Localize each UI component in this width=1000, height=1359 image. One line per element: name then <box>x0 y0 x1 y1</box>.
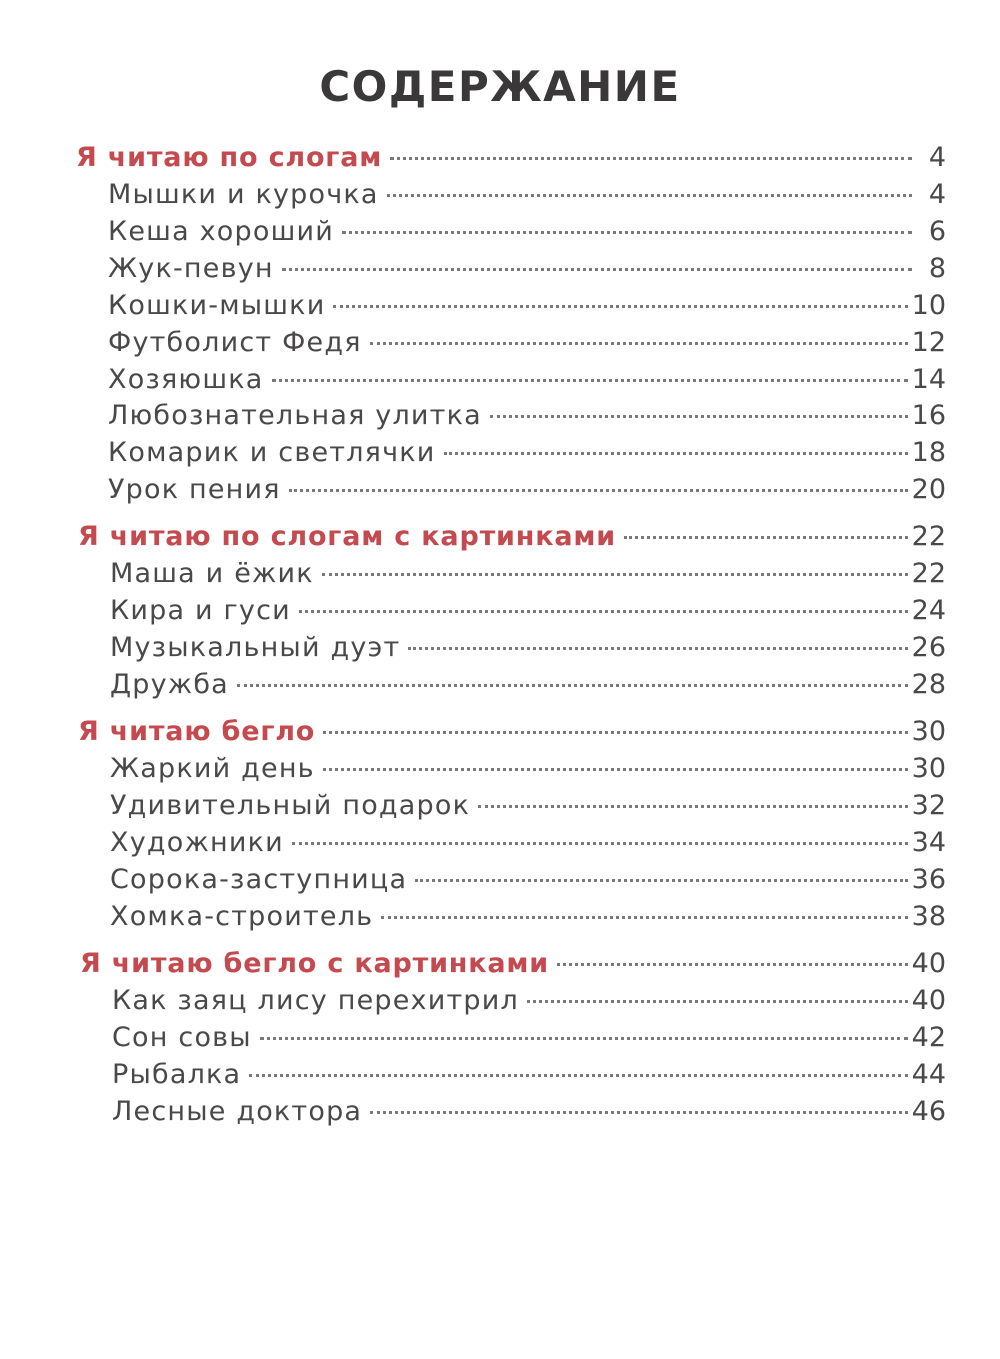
toc-entry[interactable] <box>110 901 946 937</box>
page-number: 20 <box>911 474 946 506</box>
page-number: 22 <box>911 521 946 552</box>
toc-entry[interactable] <box>110 558 946 594</box>
page-number: 18 <box>911 437 946 469</box>
entry-title: Жук-певун <box>108 252 274 284</box>
dot-leader <box>390 157 912 160</box>
dot-leader <box>478 805 908 808</box>
entry-title: Кира и гуси <box>110 594 291 626</box>
page-number: 30 <box>911 753 946 784</box>
dot-leader <box>415 879 907 882</box>
dot-leader <box>272 379 908 382</box>
page-number: 6 <box>928 215 946 247</box>
dot-leader <box>557 963 908 966</box>
dot-leader <box>322 573 908 576</box>
toc-entry[interactable] <box>110 753 946 789</box>
section-title: Я читаю по слогам с картинками <box>78 521 616 552</box>
dot-leader <box>249 1074 907 1077</box>
toc-entry[interactable] <box>112 1022 946 1058</box>
page-number: 8 <box>928 252 946 284</box>
entry-title: Урок пения <box>108 474 281 506</box>
page-number: 38 <box>911 900 946 932</box>
toc-entry[interactable] <box>110 669 946 705</box>
entry-title: Любознательная улитка <box>108 400 482 432</box>
dot-leader <box>323 768 908 771</box>
dot-leader <box>527 1000 908 1003</box>
toc-entry[interactable] <box>108 327 946 363</box>
entry-title: Лесные доктора <box>112 1095 363 1127</box>
page-number: 10 <box>911 289 946 321</box>
toc-entry[interactable] <box>108 437 946 473</box>
page-number: 26 <box>911 631 946 663</box>
page-number: 32 <box>911 789 946 821</box>
toc-entry[interactable] <box>112 985 946 1021</box>
dot-leader <box>292 842 908 845</box>
page-number: 16 <box>911 400 946 432</box>
page-number: 24 <box>911 594 946 626</box>
toc-entry[interactable] <box>108 253 946 289</box>
section-title: Я читаю бегло с картинками <box>80 948 549 979</box>
toc-entry[interactable] <box>108 364 946 400</box>
dot-leader <box>333 305 907 308</box>
toc-entry[interactable] <box>108 400 946 436</box>
toc-entry[interactable] <box>110 632 946 668</box>
entry-title: Маша и ёжик <box>110 558 314 589</box>
entry-title: Жаркий день <box>110 753 315 784</box>
entry-title: Кеша хороший <box>108 215 334 247</box>
page-number: 4 <box>928 179 946 210</box>
page-number: 12 <box>911 326 946 358</box>
page-number: 40 <box>911 985 946 1016</box>
section-title: Я читаю по слогам <box>76 142 383 173</box>
toc-section-heading[interactable] <box>78 521 946 557</box>
section-title: Я читаю бегло <box>78 716 316 747</box>
toc-entry[interactable] <box>110 864 946 900</box>
entry-title: Мышки и курочка <box>108 179 379 210</box>
dot-leader <box>323 731 907 734</box>
entry-title: Художники <box>110 826 284 858</box>
dot-leader <box>342 231 912 234</box>
toc-entry[interactable] <box>108 179 946 215</box>
toc-entry[interactable] <box>108 290 946 326</box>
dot-leader <box>299 610 908 613</box>
entry-title: Сорока-заступница <box>110 863 408 895</box>
toc-entry[interactable] <box>110 595 946 631</box>
toc-entry[interactable] <box>108 216 946 252</box>
dot-leader <box>444 452 908 455</box>
dot-leader <box>624 536 908 539</box>
entry-title: Удивительный подарок <box>110 789 471 821</box>
dot-leader <box>260 1037 908 1040</box>
toc-section-heading[interactable] <box>76 142 946 178</box>
toc-entry[interactable] <box>108 474 946 510</box>
entry-title: Дружба <box>110 668 229 700</box>
page-number: 28 <box>911 668 946 700</box>
entry-title: Как заяц лису перехитрил <box>112 985 519 1016</box>
toc-section-heading[interactable] <box>80 948 946 984</box>
entry-title: Футболист Федя <box>108 326 362 358</box>
page-number: 36 <box>911 863 946 895</box>
entry-title: Кошки-мышки <box>108 289 326 321</box>
entry-title: Рыбалка <box>112 1058 242 1090</box>
page-number: 46 <box>911 1095 946 1127</box>
dot-leader <box>387 194 912 197</box>
dot-leader <box>408 647 907 650</box>
dot-leader <box>237 684 908 687</box>
toc-entry[interactable] <box>110 790 946 826</box>
entry-title: Музыкальный дуэт <box>110 631 401 663</box>
dot-leader <box>289 489 908 492</box>
dot-leader <box>370 1111 907 1114</box>
page-number: 14 <box>911 363 946 395</box>
entry-title: Хозяюшка <box>108 363 264 395</box>
page-number: 44 <box>911 1058 946 1090</box>
page-number: 4 <box>928 142 946 173</box>
toc-entry[interactable] <box>110 827 946 863</box>
page-number: 40 <box>911 948 946 979</box>
page-number: 34 <box>911 826 946 858</box>
page-title: СОДЕРЖАНИЕ <box>319 62 681 111</box>
page-number: 22 <box>911 558 946 589</box>
toc-entry[interactable] <box>112 1059 946 1095</box>
dot-leader <box>381 916 907 919</box>
toc-section-heading[interactable] <box>78 716 946 752</box>
dot-leader <box>282 268 912 271</box>
page-number: 30 <box>911 716 946 747</box>
page-number: 42 <box>911 1021 946 1053</box>
toc-entry[interactable] <box>112 1096 946 1132</box>
dot-leader <box>490 415 908 418</box>
dot-leader <box>370 342 908 345</box>
entry-title: Сон совы <box>112 1021 252 1053</box>
entry-title: Комарик и светлячки <box>108 437 436 469</box>
entry-title: Хомка-строитель <box>110 900 374 932</box>
